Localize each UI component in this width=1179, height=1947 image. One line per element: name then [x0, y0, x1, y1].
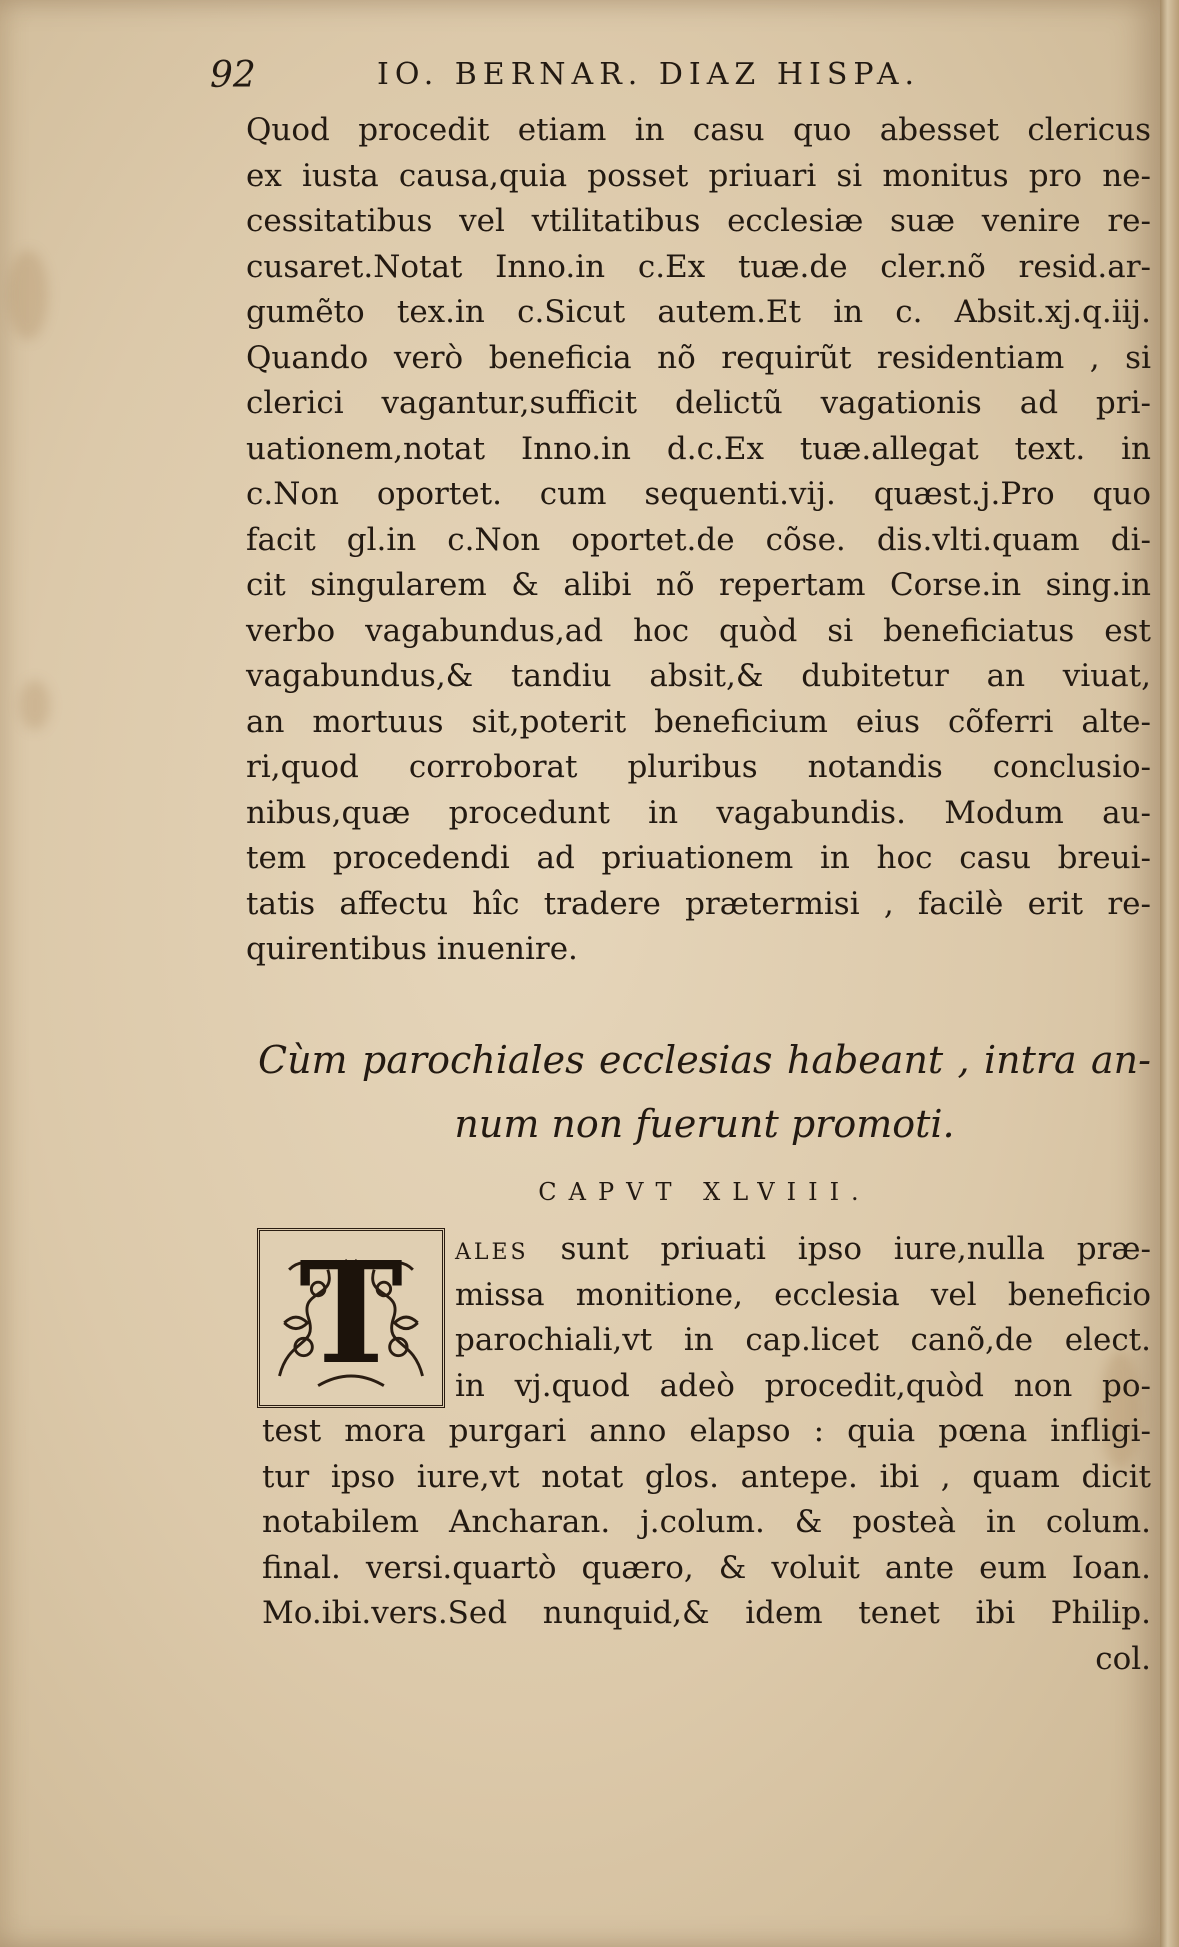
text-line: missa monitione, ecclesia vel beneficio [455, 1276, 1151, 1313]
text-line: cessitatibus vel vtilitatibus ecclesiæ suæ venire re- [246, 203, 1151, 239]
chapter-heading-line-1: Cùm parochiales ecclesias habeant , intra an- [258, 1038, 1151, 1082]
page-stain [8, 250, 48, 340]
text-line: Quando verò beneficia nõ requirũt residentiam , si [246, 339, 1151, 376]
running-head [210, 55, 1090, 95]
text-line: c.Non oportet. cum sequenti.vij. quæst.j.Pro quo [246, 476, 1151, 512]
text-line: ex iusta causa,quia posset priuari si monitus pro ne- [246, 157, 1151, 194]
text-line: vagabundus,& tandiu absit,& dubitetur an viuat, [246, 658, 1151, 694]
text-line: parochiali,vt in cap.licet canõ,de elect. [455, 1322, 1151, 1358]
text-line: ri,quod corroborat pluribus notandis conclusio- [246, 749, 1151, 785]
text-line: verbo vagabundus,ad hoc quòd si beneficiatus est [246, 612, 1151, 649]
text-line: tatis affectu hîc tradere prætermisi , facilè erit re- [246, 885, 1151, 922]
text-line: notabilem Ancharan. j.colum. & posteà in colum. [262, 1504, 1151, 1540]
running-title: IO. BERNAR. DIAZ HISPA. [377, 57, 921, 92]
text-line: tem procedendi ad priuationem in hoc casu breui- [246, 840, 1151, 876]
text-line: cusaret.Notat Inno.in c.Ex tuæ.de cler.nõ resid.ar- [246, 248, 1151, 285]
text-line: an mortuus sit,poterit beneficium eius cõferri alte- [246, 703, 1151, 740]
chapter-heading-line-2: num non fuerunt promoti. [454, 1102, 955, 1146]
page-stain [20, 680, 50, 730]
text-line [455, 1227, 1151, 1273]
text-line-content: sunt priuati ipso iure,nulla præ- [560, 1231, 1152, 1267]
drop-cap-letter: T [298, 1232, 404, 1396]
page-number: 92 [210, 55, 256, 96]
text-line: nibus,quæ procedunt in vagabundis. Modum au- [246, 794, 1151, 831]
text-line: gumẽto tex.in c.Sicut autem.Et in c. Absit.xj.q.iij. [246, 294, 1151, 330]
text-line: Quod procedit etiam in casu quo abesset clericus [246, 112, 1151, 148]
text-line: in vj.quod adeò procedit,quòd non po- [455, 1367, 1151, 1404]
text-line: final. versi.quartò quæro, & voluit ante eum Ioan. [262, 1549, 1151, 1586]
catchword: col. [1095, 1640, 1151, 1677]
text-line: uationem,notat Inno.in d.c.Ex tuæ.allegat text. in [246, 430, 1151, 467]
text-line: clerici vagantur,sufficit delictũ vagationis ad pri- [246, 385, 1151, 421]
text-line: test mora purgari anno elapso : quia pœna infligi- [262, 1413, 1151, 1449]
body-text [246, 108, 1151, 973]
text-line: tur ipso iure,vt notat glos. antepe. ibi , quam dicit [262, 1458, 1151, 1495]
chapter-number: CAPVT XLVIII. [538, 1178, 871, 1206]
text-line: cit singularem & alibi nõ repertam Corse.in sing.in [246, 567, 1151, 603]
text-line: Mo.ibi.vers.Sed nunquid,& idem tenet ibi Philip. [262, 1595, 1151, 1631]
first-word: ALES [455, 1240, 529, 1265]
page-edge [1160, 0, 1179, 1947]
text-line: quirentibus inuenire. [246, 931, 578, 967]
text-line: facit gl.in c.Non oportet.de cõse. dis.vlti.quam di- [246, 521, 1151, 558]
decorated-initial [257, 1228, 445, 1408]
